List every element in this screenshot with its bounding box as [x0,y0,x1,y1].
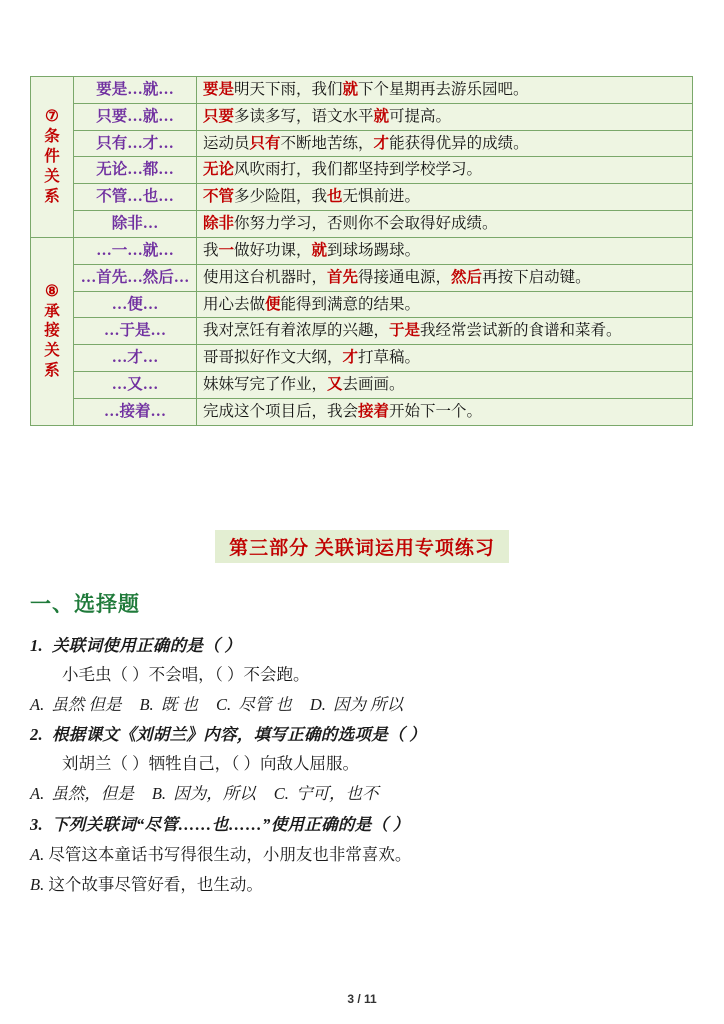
option-item[interactable] [310,690,403,720]
table-example-cell: 用心去做便能得到满意的结果。 [197,291,693,318]
table-keyword-cell: 只有…才… [74,130,197,157]
question-stem-text: 下列关联词“尽管……也……”使用正确的是（ ） [52,814,410,834]
questions-list [30,632,695,903]
table-row [31,184,693,211]
question-item [30,721,695,808]
option-text: 尽管这本童话书写得很生动，小朋友也非常喜欢。 [44,844,412,864]
table-row [31,318,693,345]
table-row [31,264,693,291]
table-keyword-cell: …一…就… [74,237,197,264]
option-label: C. [273,784,289,804]
question-body: 小毛虫（ ）不会唱，（ ）不会跑。 [62,664,310,684]
table-example-cell: 无论风吹雨打，我们都坚持到学校学习。 [197,157,693,184]
table-row [31,237,693,264]
question-number: 2. [30,725,43,745]
table-example-cell: 运动员只有不断地苦练，才能获得优异的成绩。 [197,130,693,157]
question-stem-text: 关联词使用正确的是（ ） [52,636,242,655]
table-example-cell: 使用这台机器时，首先得接通电源，然后再按下启动键。 [197,264,693,291]
question-stem-text: 根据课文《刘胡兰》内容，填写正确的选项是（ ） [52,725,427,745]
option-item[interactable] [30,870,695,901]
table-category-cell: ⑦ 条 件 关 系 [31,77,74,238]
question-stem [30,632,695,661]
option-text: 虽然，但是 [47,784,134,804]
option-text: 因为 所以 [328,694,404,714]
question-body: 刘胡兰（ ）牺牲自己，（ ）向敌人屈服。 [62,754,359,774]
table-row [31,211,693,238]
option-label: A. [30,694,45,714]
question-options [30,779,695,809]
option-item[interactable] [274,779,379,809]
table-keyword-cell: …便… [74,291,197,318]
option-text: 尽管 也 [234,694,292,714]
option-item[interactable] [30,690,121,720]
table-example-cell: 除非你努力学习，否则你不会取得好成绩。 [197,211,693,238]
table-row [31,130,693,157]
question-number: 1. [30,636,43,655]
table-keyword-cell: …接着… [74,398,197,425]
table-row [31,372,693,399]
option-text: 宁可，也不 [291,784,379,804]
option-label: B. [30,875,45,895]
question-stem [30,811,695,840]
table-keyword-cell: 只要…就… [74,103,197,130]
table-row [31,291,693,318]
option-text: 既 也 [156,694,198,714]
option-item[interactable] [216,690,292,720]
question-item [30,632,695,719]
table-example-cell: 我一做好功课，就到球场踢球。 [197,237,693,264]
option-label: C. [215,694,232,714]
table-example-cell: 不管多少险阻，我也无惧前进。 [197,184,693,211]
question-item [30,811,695,901]
table-keyword-cell: 不管…也… [74,184,197,211]
table-keyword-cell: …于是… [74,318,197,345]
table-row [31,103,693,130]
page-footer: 3 / 11 [347,992,377,1006]
option-label: B. [151,784,167,804]
table-row [31,157,693,184]
option-label: A. [30,844,45,864]
option-item[interactable] [139,690,197,720]
table-example-cell: 哥哥拟好作文大纲，才打草稿。 [197,345,693,372]
table-example-cell: 要是明天下雨，我们就下个星期再去游乐园吧。 [197,77,693,104]
question-number: 3. [30,814,43,834]
section-title: 一、选择题 [30,592,140,616]
option-text: 因为，所以 [169,784,256,804]
option-label: A. [30,784,45,804]
table-keyword-cell: …首先…然后… [74,264,197,291]
table-example-cell: 我对烹饪有着浓厚的兴趣，于是我经常尝试新的食谱和菜肴。 [197,318,693,345]
table-row [31,345,693,372]
part-title [0,530,724,563]
question-stem [30,721,695,750]
table-example-cell: 只要多读多写，语文水平就可提高。 [197,103,693,130]
table-category-cell: ⑧ 承 接 关 系 [31,237,74,425]
option-item[interactable] [30,779,134,809]
part-title-text: 第三部分 关联词运用专项练习 [215,530,509,563]
table-row [31,77,693,104]
option-item[interactable] [152,779,256,809]
question-options [30,690,695,720]
table-keyword-cell: 要是…就… [74,77,197,104]
table-example-cell: 妹妹写完了作业，又去画画。 [197,372,693,399]
option-item[interactable] [30,840,695,871]
table-example-cell: 完成这个项目后，我会接着开始下一个。 [197,398,693,425]
table-keyword-cell: …才… [74,345,197,372]
grammar-table [30,76,693,426]
table-keyword-cell: …又… [74,372,197,399]
table-keyword-cell: 除非… [74,211,197,238]
grammar-table-wrapper [30,76,693,426]
option-text: 这个故事尽管好看，也生动。 [44,875,263,895]
option-label: B. [139,694,154,714]
table-keyword-cell: 无论…都… [74,157,197,184]
option-label: D. [309,694,326,714]
option-text: 虽然 但是 [47,694,122,714]
table-row [31,398,693,425]
